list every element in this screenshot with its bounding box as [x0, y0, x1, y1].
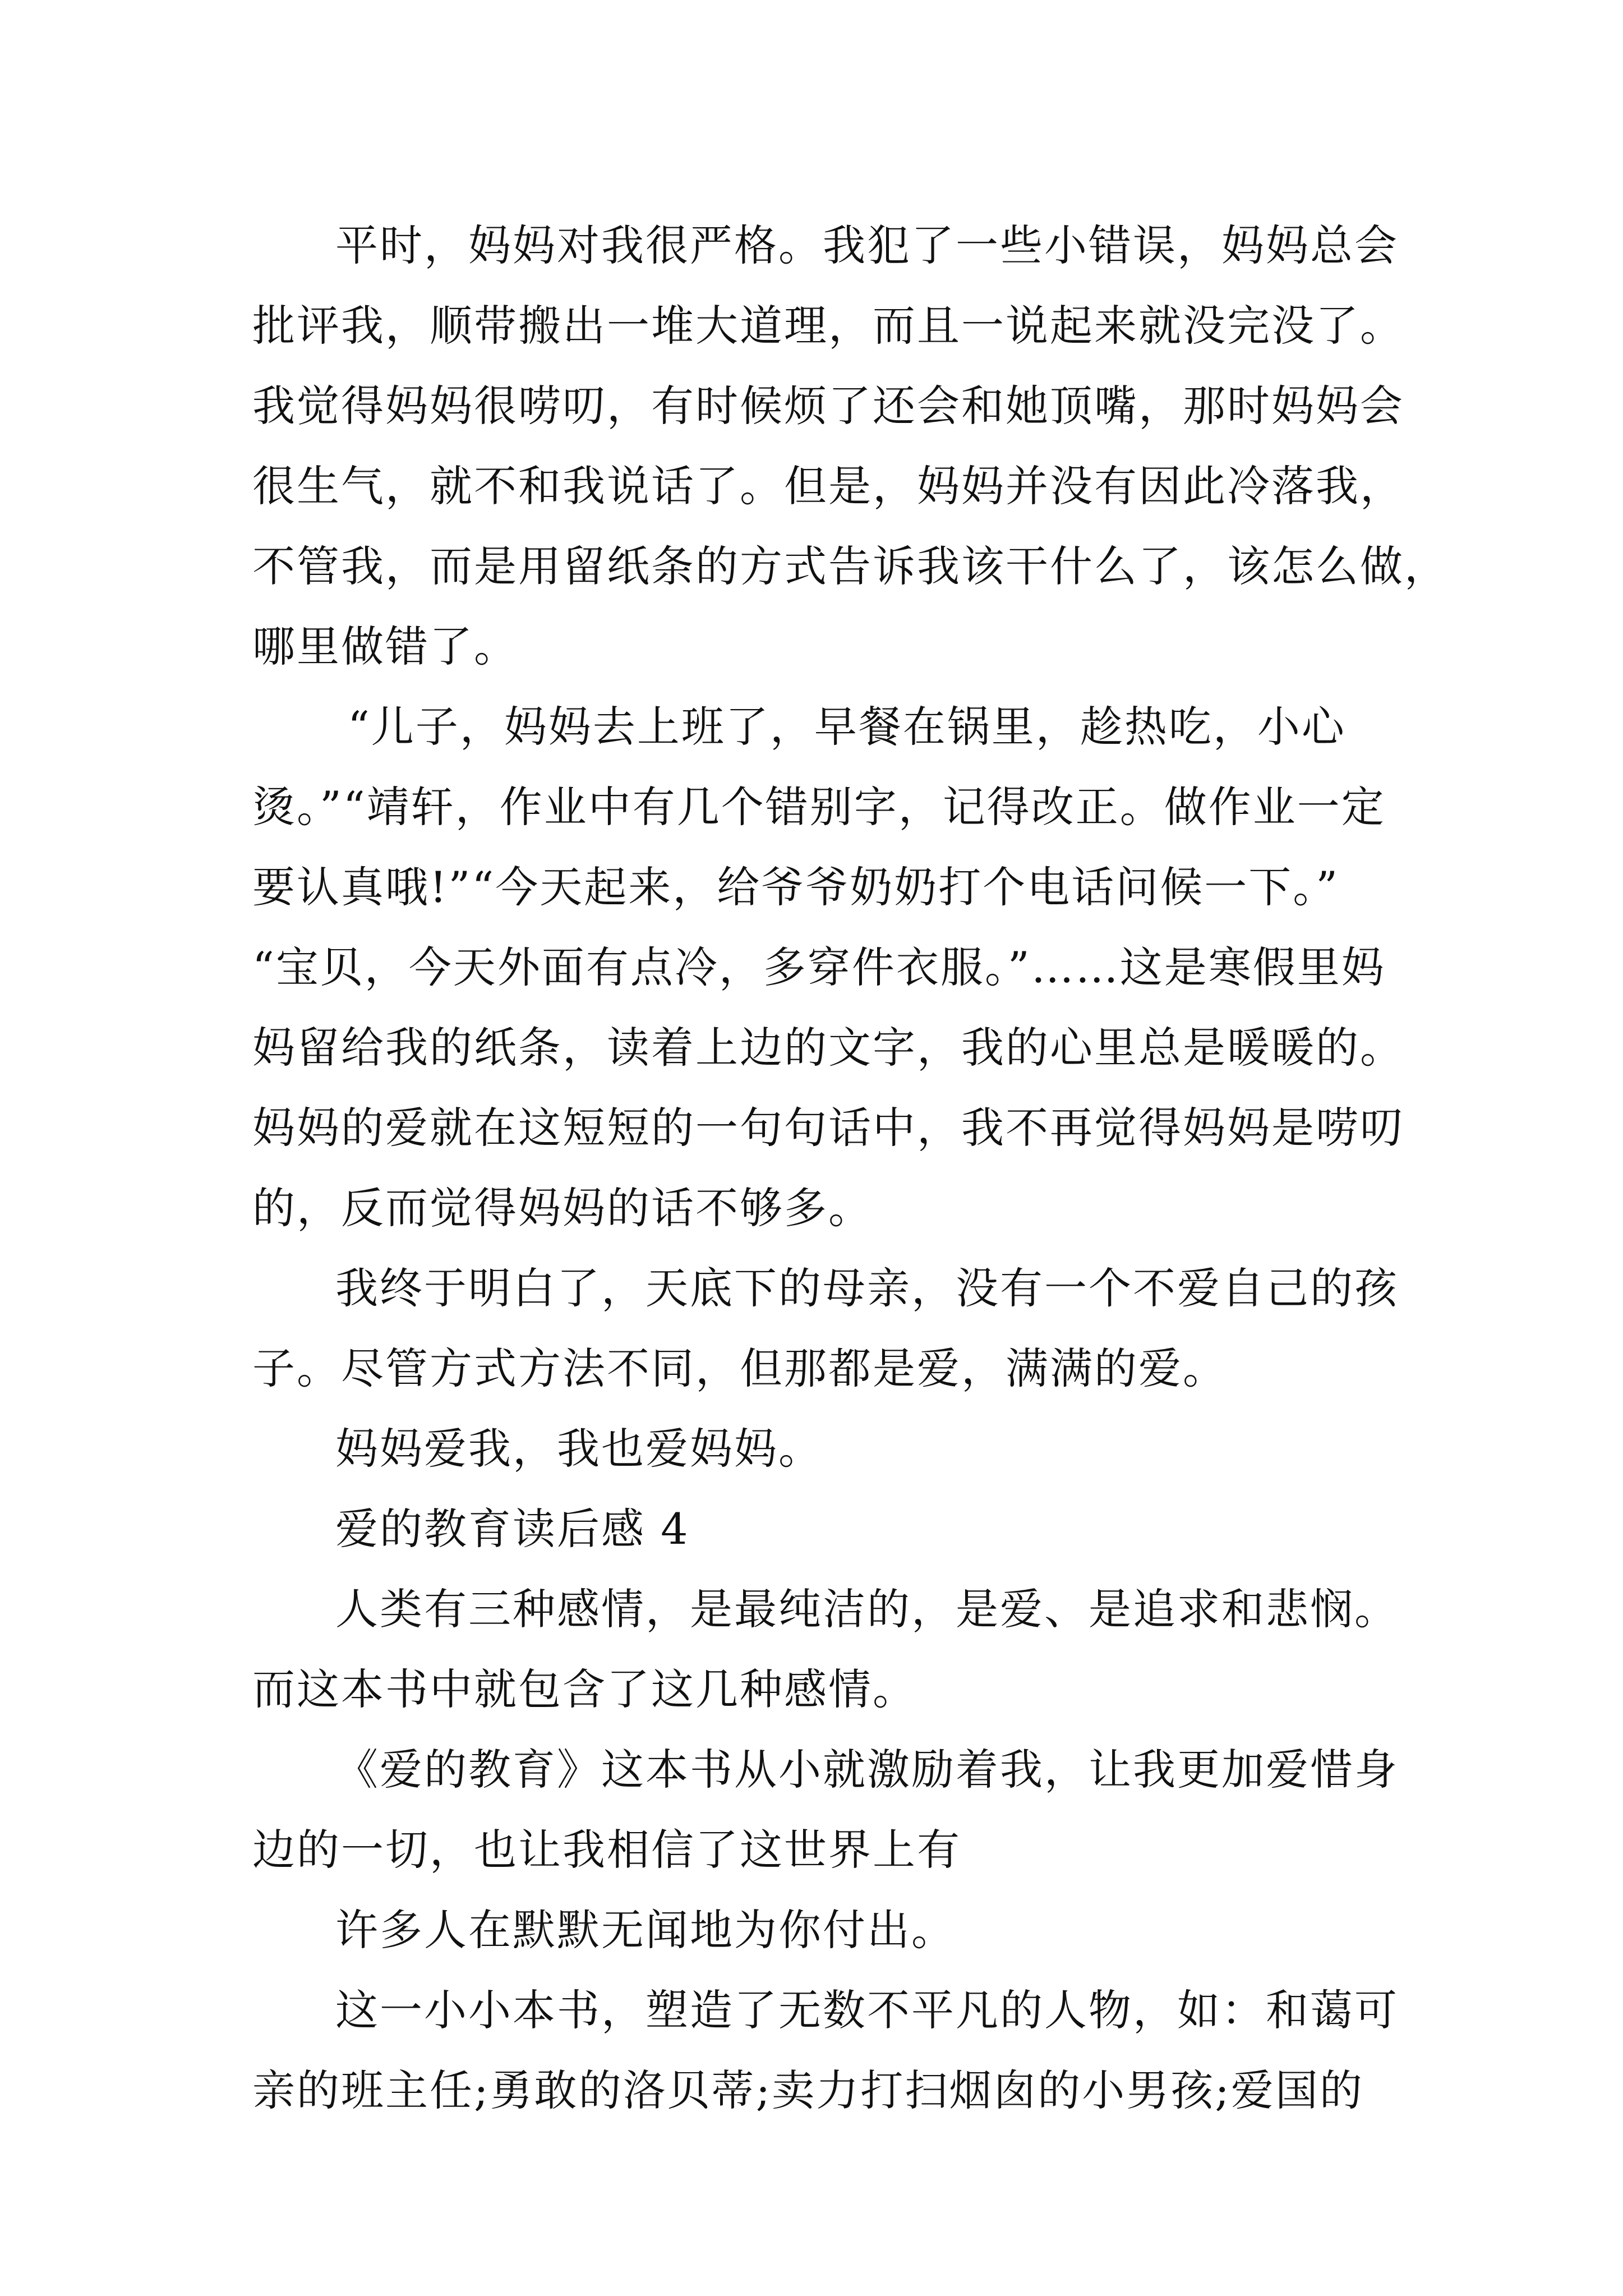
text-line: 这一小小本书，塑造了无数不平凡的人物，如：和蔼可	[335, 1985, 1399, 2035]
text-line: 亲的班主任;勇敢的洛贝蒂;卖力打扫烟囱的小男孩;爱国的	[252, 2065, 1364, 2115]
paragraph-book-inspiration	[252, 1729, 1399, 1890]
text-line: 批评我，顺带搬出一堆大道理，而且一说起来就没完没了。	[252, 301, 1404, 351]
section-heading	[252, 1489, 1374, 1569]
text-line: 平时，妈妈对我很严格。我犯了一些小错误，妈妈总会	[335, 220, 1399, 270]
paragraph-three-emotions	[252, 1569, 1399, 1729]
paragraph-love-mom	[252, 1409, 1374, 1489]
text-line: 《爱的教育》这本书从小就激励着我，让我更加爱惜身	[335, 1745, 1399, 1795]
text-line: 妈留给我的纸条，读着上边的文字，我的心里总是暖暖的。	[252, 1023, 1404, 1073]
document-body	[252, 205, 1449, 2131]
text-line: 人类有三种感情，是最纯洁的，是爱、是追求和悲悯。	[335, 1584, 1399, 1634]
text-line: 妈妈的爱就在这短短的一句句话中，我不再觉得妈妈是唠叨	[252, 1103, 1404, 1153]
text-line: “宝贝，今天外面有点冷，多穿件衣服。”……这是寒假里妈	[252, 942, 1386, 992]
paragraph-silent-giving	[252, 1890, 1374, 1970]
text-line: 我终于明白了，天底下的母亲，没有一个不爱自己的孩	[335, 1263, 1399, 1313]
text-line: 哪里做错了。	[252, 622, 518, 671]
text-line: 而这本书中就包含了这几种感情。	[252, 1664, 917, 1714]
text-line: 要认真哦!”“今天起来，给爷爷奶奶打个电话问候一下。”	[252, 862, 1340, 912]
text-line: 许多人在默默无闻地为你付出。	[335, 1905, 956, 1955]
text-line: 不管我，而是用留纸条的方式告诉我该干什么了，该怎么做，	[252, 541, 1449, 591]
text-line: 的，反而觉得妈妈的话不够多。	[252, 1183, 873, 1233]
text-line: “儿子，妈妈去上班了，早餐在锅里，趁热吃，小心	[348, 702, 1346, 752]
text-line: 边的一切，也让我相信了这世界上有	[252, 1825, 961, 1875]
paragraph-mother-strict	[252, 205, 1449, 687]
paragraph-notes	[252, 687, 1404, 1248]
paragraph-characters	[252, 1970, 1399, 2131]
paragraph-realization	[252, 1248, 1399, 1409]
text-line: 妈妈爱我，我也爱妈妈。	[335, 1424, 823, 1474]
text-line: 烫。”“靖轩，作业中有几个错别字，记得改正。做作业一定	[252, 782, 1386, 832]
text-line: 子。尽管方式方法不同，但那都是爱，满满的爱。	[252, 1343, 1227, 1393]
text-line: 很生气，就不和我说话了。但是，妈妈并没有因此冷落我，	[252, 461, 1404, 511]
section-title: 爱的教育读后感 4	[335, 1504, 690, 1554]
text-line: 我觉得妈妈很唠叨，有时候烦了还会和她顶嘴，那时妈妈会	[252, 381, 1404, 431]
